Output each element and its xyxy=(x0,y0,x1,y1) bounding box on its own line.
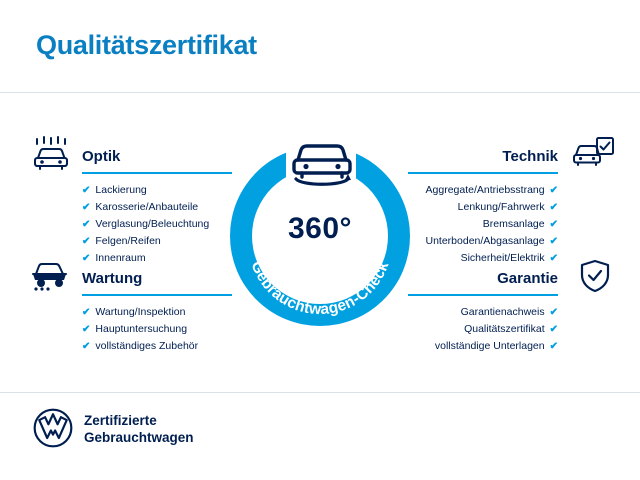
check-icon: ✔ xyxy=(82,307,91,318)
list-item-label: vollständige Unterlagen xyxy=(434,340,545,352)
section-garantie xyxy=(408,262,558,355)
section-optik-underline xyxy=(82,172,232,174)
section-garantie-header xyxy=(408,262,558,296)
list-item-label: Felgen/Reifen xyxy=(95,235,161,247)
list-item-label: Sicherheit/Elektrik xyxy=(460,252,545,264)
list-item-label: Lenkung/Fahrwerk xyxy=(457,201,545,213)
footer-divider xyxy=(0,392,640,393)
car-lift-icon xyxy=(30,258,76,292)
section-wartung-items xyxy=(82,304,232,355)
list-item xyxy=(408,338,558,355)
list-item-label: Verglasung/Beleuchtung xyxy=(95,218,210,230)
check-icon: ✔ xyxy=(549,236,558,247)
list-item-label: Lackierung xyxy=(95,184,147,196)
list-item xyxy=(408,199,558,216)
shield-check-icon xyxy=(578,258,612,294)
list-item xyxy=(82,321,232,338)
section-technik-underline xyxy=(408,172,558,174)
section-garantie-underline xyxy=(408,294,558,296)
list-item xyxy=(408,321,558,338)
page-title: Qualitätszertifikat xyxy=(36,30,257,60)
list-item-label: Karosserie/Anbauteile xyxy=(95,201,199,213)
list-item xyxy=(408,304,558,321)
car-checklist-icon xyxy=(572,136,616,170)
list-item xyxy=(408,216,558,233)
list-item-label: Wartung/Inspektion xyxy=(95,306,186,318)
check-icon: ✔ xyxy=(82,202,91,213)
section-wartung xyxy=(82,262,232,355)
check-icon: ✔ xyxy=(82,253,91,264)
list-item xyxy=(82,233,232,250)
check-icon: ✔ xyxy=(549,202,558,213)
list-item xyxy=(82,199,232,216)
section-technik-title: Technik xyxy=(502,148,558,165)
section-technik xyxy=(408,140,558,267)
section-wartung-header xyxy=(82,262,232,296)
360-check-badge xyxy=(222,138,418,334)
list-item-label: Innenraum xyxy=(95,252,146,264)
list-item-label: Aggregate/Antriebsstrang xyxy=(425,184,545,196)
list-item-label: Qualitätszertifikat xyxy=(464,323,545,335)
list-item-label: Unterboden/Abgasanlage xyxy=(425,235,545,247)
section-wartung-title: Wartung xyxy=(82,270,143,287)
check-icon: ✔ xyxy=(549,185,558,196)
section-optik-items xyxy=(82,182,232,267)
list-item xyxy=(408,233,558,250)
section-garantie-items xyxy=(408,304,558,355)
section-optik xyxy=(82,140,232,267)
list-item-label: Garantienachweis xyxy=(460,306,545,318)
check-icon: ✔ xyxy=(82,185,91,196)
check-icon: ✔ xyxy=(549,307,558,318)
svg-text:Gebrauchtwagen-Check: Gebrauchtwagen-Check xyxy=(247,258,393,319)
list-item xyxy=(82,182,232,199)
check-icon: ✔ xyxy=(82,324,91,335)
title-divider xyxy=(0,92,640,93)
list-item-label: vollständiges Zubehör xyxy=(95,340,199,352)
check-icon: ✔ xyxy=(549,253,558,264)
list-item xyxy=(408,182,558,199)
badge-degrees: 360° xyxy=(287,212,353,245)
check-icon: ✔ xyxy=(549,324,558,335)
check-icon: ✔ xyxy=(82,219,91,230)
car-wash-icon xyxy=(30,136,76,172)
list-item-label: Hauptuntersuchung xyxy=(95,323,188,335)
list-item-label: Bremsanlage xyxy=(482,218,545,230)
footer-line-2: Gebrauchtwagen xyxy=(84,430,194,445)
check-icon: ✔ xyxy=(549,341,558,352)
footer-line-1: Zertifizierte xyxy=(84,413,157,428)
section-wartung-underline xyxy=(82,294,232,296)
section-garantie-title: Garantie xyxy=(497,270,558,287)
section-optik-title: Optik xyxy=(82,148,121,165)
list-item xyxy=(82,216,232,233)
list-item xyxy=(82,304,232,321)
check-icon: ✔ xyxy=(82,236,91,247)
check-icon: ✔ xyxy=(549,219,558,230)
section-optik-header xyxy=(82,140,232,174)
check-icon: ✔ xyxy=(82,341,91,352)
vw-logo xyxy=(33,408,73,448)
list-item xyxy=(82,338,232,355)
section-technik-header xyxy=(408,140,558,174)
footer-text xyxy=(84,412,194,446)
section-technik-items xyxy=(408,182,558,267)
